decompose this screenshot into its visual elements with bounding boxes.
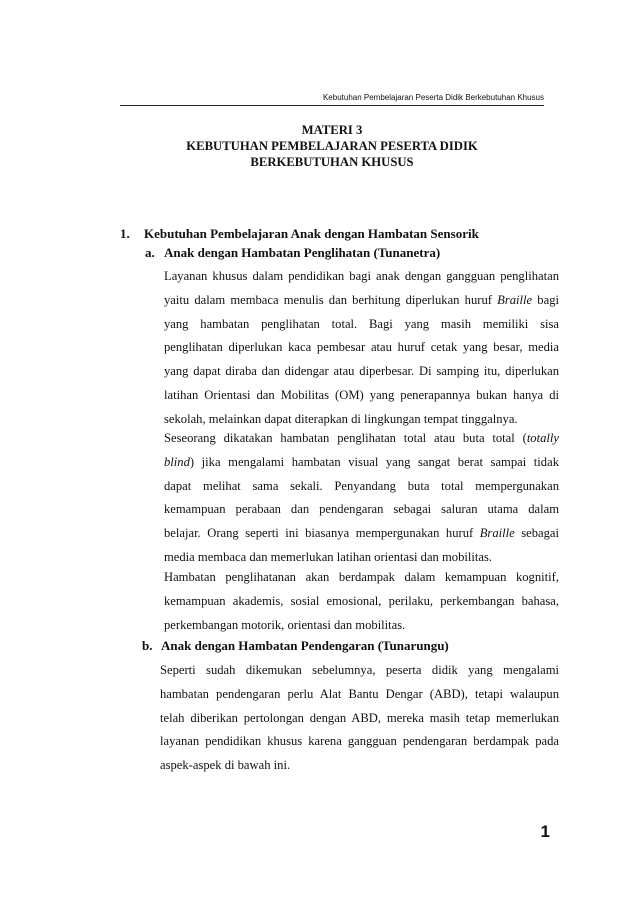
text-run: yaitu dalam membaca menulis dan berhitung diperlukan huruf <box>164 292 498 307</box>
paragraph-line: layanan pendidikan khusus karena gangguan pendengaran berdampak pada <box>160 734 559 749</box>
section-1-heading <box>120 226 560 242</box>
paragraph-line <box>164 427 559 451</box>
paragraph-line: aspek-aspek di bawah ini. <box>160 758 291 773</box>
italic-term: Braille <box>479 526 515 541</box>
paragraph-line: Layanan khusus dalam pendidikan bagi anak dengan gangguan penglihatan <box>164 269 559 283</box>
text-run: sebagai <box>514 526 560 541</box>
paragraph-line: perkembangan motorik, orientasi dan mobilitas. <box>164 617 406 632</box>
paragraph-line: latihan Orientasi dan Mobilitas (OM) yang penerapannya bukan hanya di <box>164 387 559 402</box>
paragraph-line: kemampuan perabaan dan pendengaran sebagai saluran utama dalam <box>164 502 559 517</box>
subsection-a-heading <box>145 245 440 261</box>
page-number: 1 <box>540 822 550 841</box>
paragraph-line <box>164 289 559 313</box>
italic-term: totally <box>526 431 559 445</box>
subsection-b-heading <box>142 638 449 654</box>
title-line-3: BERKEBUTUHAN KHUSUS <box>250 155 414 169</box>
paragraph-line: yang dapat diraba dan didengar atau diperbesar. Di samping itu, diperlukan <box>164 364 559 379</box>
text-run: belajar. Orang seperti ini biasanya mempergunakan huruf <box>164 526 480 541</box>
paragraph-tunanetra-1 <box>164 265 559 432</box>
running-header: Kebutuhan Pembelajaran Peserta Didik Berkebutuhan Khusus <box>120 93 544 106</box>
paragraph-line: kemampuan akademis, sosial emosional, perilaku, perkembangan bahasa, <box>164 593 559 608</box>
text-run: ) jika mengalami hambatan visual yang sangat berat sampai tidak <box>189 454 559 469</box>
paragraph-line: Seperti sudah dikemukan sebelumnya, peserta didik yang mengalami <box>160 663 559 677</box>
paragraph-tunarungu-1 <box>160 659 559 778</box>
title-line-2: KEBUTUHAN PEMBELAJARAN PESERTA DIDIK <box>186 139 478 153</box>
subsection-b-title: Anak dengan Hambatan Pendengaran (Tunarungu) <box>161 638 449 653</box>
paragraph-line: penglihatan diperlukan kaca pembesar atau huruf cetak yang besar, media <box>164 340 559 355</box>
paragraph-line: yang hambatan penglihatan total. Bagi yang masih memiliki sisa <box>164 316 559 331</box>
subsection-a-letter: a. <box>145 245 155 260</box>
title-line-1: MATERI 3 <box>301 123 363 137</box>
paragraph-line <box>164 451 559 475</box>
text-run: bagi <box>532 292 559 307</box>
paragraph-tunanetra-2 <box>164 427 559 570</box>
paragraph-line: Hambatan penglihatanan akan berdampak dalam kemampuan kognitif, <box>164 570 559 584</box>
paragraph-line: telah diberikan pertolongan dengan ABD, mereka masih tetap memerlukan <box>160 710 559 725</box>
subsection-a-title: Anak dengan Hambatan Penglihatan (Tunanetra) <box>164 245 441 260</box>
document-title <box>120 122 544 170</box>
paragraph-line: sekolah, melainkan dapat diterapkan di lingkungan tempat tinggalnya. <box>164 411 518 426</box>
paragraph-line: dapat melihat sama sekali. Penyandang buta total mempergunakan <box>164 478 559 493</box>
italic-term: blind <box>164 454 190 469</box>
paragraph-tunanetra-3 <box>164 566 559 637</box>
subsection-b-letter: b. <box>142 638 153 653</box>
italic-term: Braille <box>497 292 533 307</box>
paragraph-line <box>164 522 559 546</box>
text-run: Seseorang dikatakan hambatan penglihatan total atau buta total ( <box>164 431 527 445</box>
paragraph-line: media membaca dan memerlukan latihan orientasi dan mobilitas. <box>164 549 493 564</box>
paragraph-line: hambatan pendengaran perlu Alat Bantu Dengar (ABD), tetapi walaupun <box>160 686 559 701</box>
section-1-number: 1. <box>120 226 130 241</box>
section-1-title: Kebutuhan Pembelajaran Anak dengan Hambatan Sensorik <box>144 226 479 241</box>
